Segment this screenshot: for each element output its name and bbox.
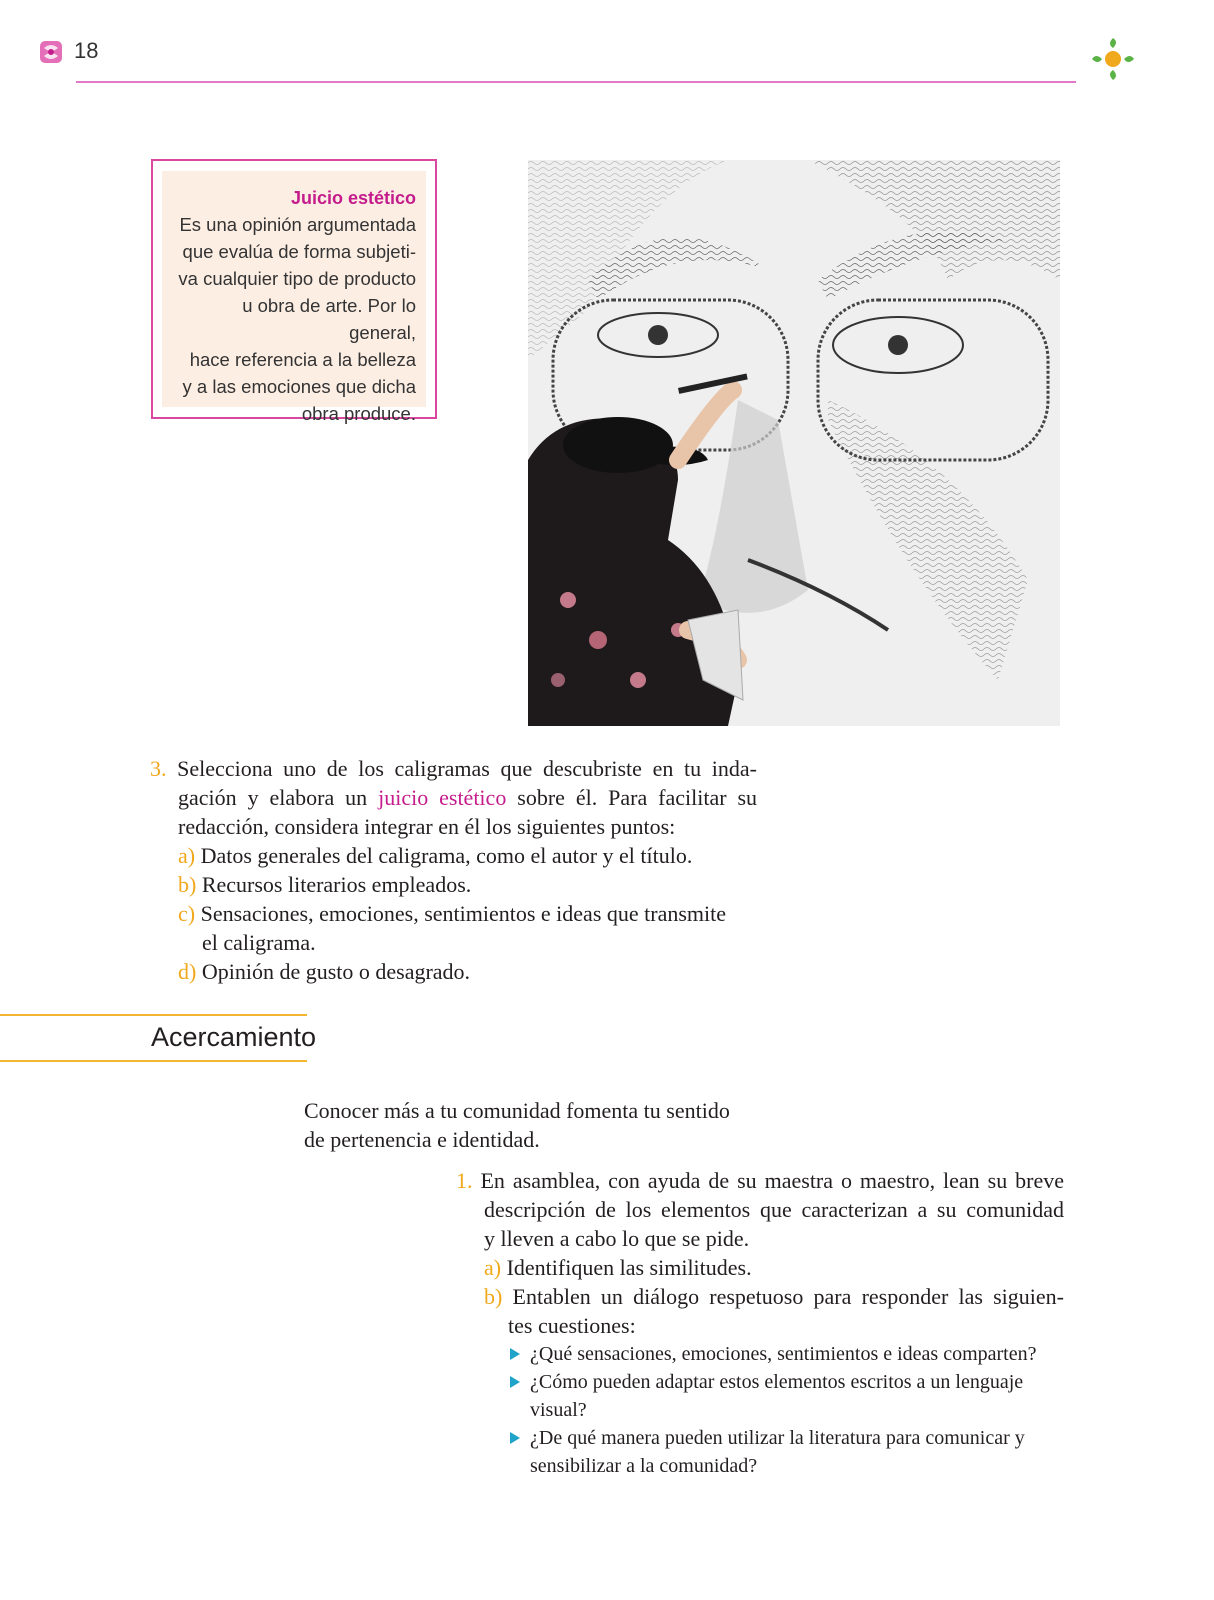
list-item <box>150 899 757 928</box>
question-text <box>530 1368 1023 1424</box>
glossary-line: y a las emociones que dicha <box>182 376 416 397</box>
list-item <box>456 1282 1064 1311</box>
question-line: sensibilizar a la comunidad? <box>530 1455 758 1477</box>
item-text: Entablen un diálogo respetuoso para responder las siguien- <box>512 1284 1065 1309</box>
item-text: Identifiquen las similitudes. <box>506 1255 752 1280</box>
question-line: visual? <box>530 1399 587 1421</box>
list-item <box>150 841 757 870</box>
glossary-box <box>162 171 426 424</box>
glossary-line: que evalúa de forma subjeti- <box>182 241 416 262</box>
item-letter: b) <box>484 1284 503 1309</box>
intro-line: Conocer más a tu comunidad fomenta tu sentido <box>304 1098 730 1123</box>
glossary-term-link[interactable]: juicio estético <box>378 785 507 810</box>
pink-glyph-icon <box>38 38 66 66</box>
question-text: ¿Qué sensaciones, emociones, sentimientos e ideas comparten? <box>530 1343 1037 1365</box>
list-item <box>150 957 757 986</box>
list-item <box>150 870 757 899</box>
section-rule-top <box>0 1014 307 1016</box>
section-rule-bottom <box>0 1060 307 1062</box>
activity-1 <box>456 1166 1064 1480</box>
list-item <box>456 1253 1064 1282</box>
triangle-bullet-icon <box>510 1432 520 1444</box>
item-text: Recursos literarios empleados. <box>201 872 472 897</box>
item-text-cont: tes cuestiones: <box>508 1313 636 1338</box>
activity-text: sobre él. Para facilitar su <box>517 785 758 810</box>
intro-line: de pertenencia e identidad. <box>304 1127 540 1152</box>
activity-3 <box>150 754 757 986</box>
glossary-line: va cualquier tipo de producto <box>178 268 416 289</box>
activity-number: 1. <box>456 1168 473 1193</box>
triangle-bullet-icon <box>510 1348 520 1360</box>
item-text: Sensaciones, emociones, sentimientos e ideas que transmite <box>200 901 727 926</box>
item-letter: c) <box>178 901 196 926</box>
question-text <box>530 1424 1025 1480</box>
item-letter: b) <box>178 872 197 897</box>
header-rule <box>76 81 1076 83</box>
glossary-definition <box>172 211 416 427</box>
calligram-mural-photo <box>528 160 1060 726</box>
triangle-bullet-icon <box>510 1376 520 1388</box>
glossary-line: obra produce. <box>301 403 416 424</box>
question-list <box>510 1340 1064 1480</box>
item-text-cont: el caligrama. <box>202 930 316 955</box>
item-letter: a) <box>484 1255 502 1280</box>
activity-text: redacción, considera integrar en él los siguientes puntos: <box>178 814 676 839</box>
activity-number: 3. <box>150 756 167 781</box>
question-item <box>510 1340 1064 1368</box>
item-letter: d) <box>178 959 197 984</box>
item-text: Datos generales del caligrama, como el autor y el título. <box>200 843 693 868</box>
glossary-line: Es una opinión argumentada <box>179 214 416 235</box>
question-line: ¿Cómo pueden adaptar estos elementos escritos a un lenguaje <box>530 1371 1024 1393</box>
activity-text: Selecciona uno de los caligramas que descubriste en tu inda- <box>177 756 757 781</box>
page-number: 18 <box>74 38 99 63</box>
item-text: Opinión de gusto o desagrado. <box>201 959 471 984</box>
glossary-title: Juicio estético <box>290 188 416 208</box>
activity-text: y lleven a cabo lo que se pide. <box>484 1226 750 1251</box>
glossary-line: u obra de arte. Por lo general, <box>242 295 416 343</box>
question-line: ¿De qué manera pueden utilizar la literatura para comunicar y <box>530 1427 1025 1449</box>
item-letter: a) <box>178 843 196 868</box>
flower-logo-icon <box>1088 34 1138 84</box>
activity-text: En asamblea, con ayuda de su maestra o maestro, lean su breve <box>480 1168 1065 1193</box>
glossary-line: hace referencia a la belleza <box>189 349 416 370</box>
section-title: Acercamiento <box>151 1022 317 1052</box>
question-item <box>510 1424 1064 1480</box>
question-item <box>510 1368 1064 1424</box>
activity-text: descripción de los elementos que caracterizan a su comunidad <box>484 1197 1064 1222</box>
section-intro <box>304 1096 774 1154</box>
activity-text: gación y elabora un <box>178 785 368 810</box>
